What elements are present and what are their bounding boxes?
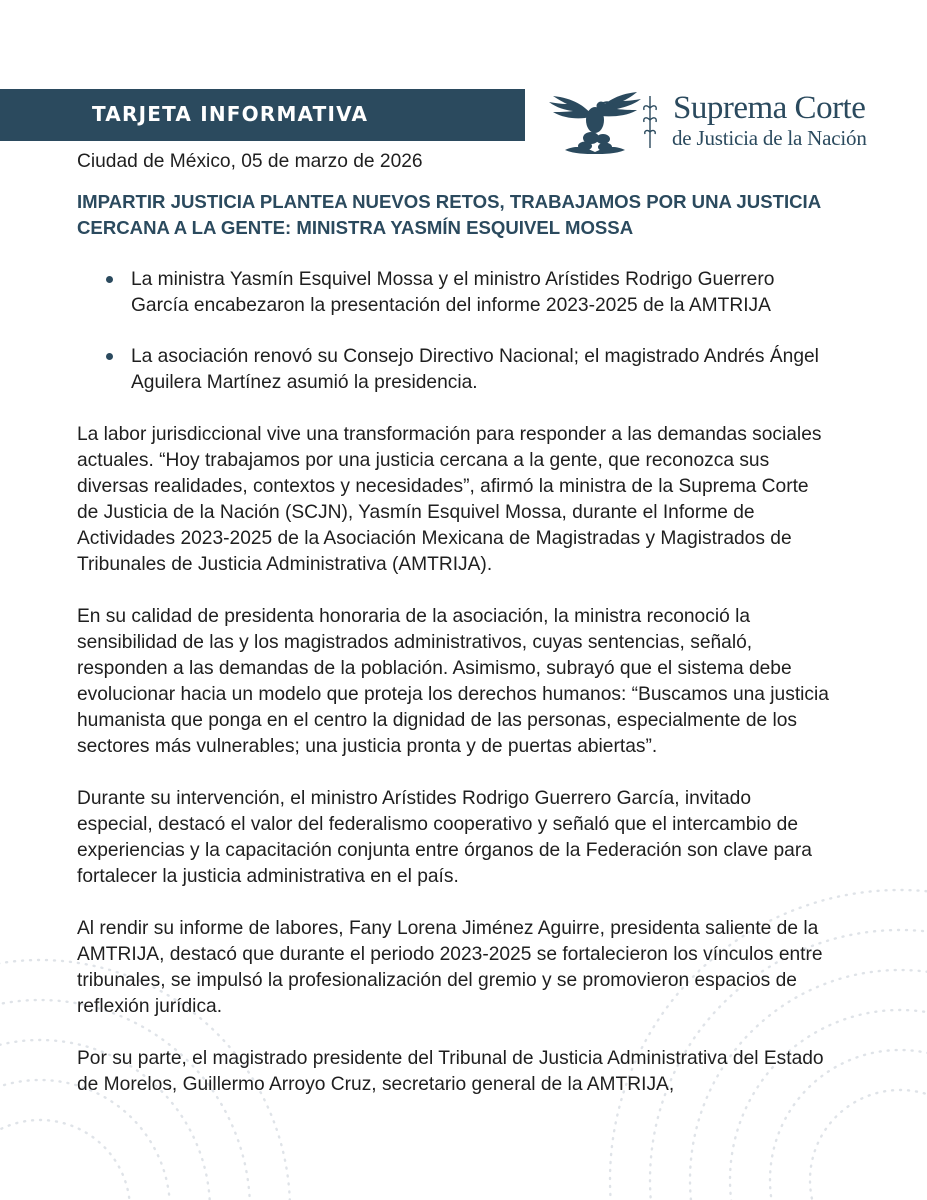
document-body xyxy=(77,149,832,1098)
eagle-emblem-icon xyxy=(545,88,645,154)
bullet-dot-icon xyxy=(106,353,113,360)
scales-ornament-icon xyxy=(640,94,660,150)
bullet-text: La asociación renovó su Consejo Directivo Nacional; el magistrado Andrés Ángel Aguilera Martínez asumió la presidencia. xyxy=(131,346,819,393)
logo-text-line2: de Justicia de la Nación xyxy=(672,126,867,150)
body-paragraph: Por su parte, el magistrado presidente del Tribunal de Justicia Administrativa del Estado de Morelos, Guillermo Arroyo Cruz, secretario general de la AMTRIJA, xyxy=(77,1048,824,1095)
scjn-logo xyxy=(545,88,865,154)
summary-bullets xyxy=(77,267,832,396)
headline: IMPARTIR JUSTICIA PLANTEA NUEVOS RETOS, TRABAJAMOS POR UNA JUSTICIA CERCANA A LA GENTE: MINISTRA YASMÍN ESQUIVEL MOSSA xyxy=(77,191,821,238)
bullet-item xyxy=(77,344,832,396)
bullet-item xyxy=(77,267,832,319)
header-banner xyxy=(0,89,525,141)
banner-title: TARJETA INFORMATIVA xyxy=(92,102,369,126)
logo-text-line1: Suprema Corte xyxy=(673,90,866,126)
dateline: Ciudad de México, 05 de marzo de 2026 xyxy=(77,151,423,172)
body-paragraph: La labor jurisdiccional vive una transformación para responder a las demandas sociales actuales. “Hoy trabajamos por una justicia cercana a la gente, que reconozca sus diversas realidades, contextos y necesidades”, afirmó la ministra de la Suprema Corte de Justicia de la Nación (SCJN), Yasmín Esquivel Mossa, durante el Informe de Actividades 2023-2025 de la Asociación Mexicana de Magistradas y Magistrados de Tribunales de Justicia Administrativa (AMTRIJA). xyxy=(77,424,822,575)
bullet-dot-icon xyxy=(106,276,113,283)
body-paragraph: Durante su intervención, el ministro Arístides Rodrigo Guerrero García, invitado especial, destacó el valor del federalismo cooperativo y señaló que el intercambio de experiencias y la capacitación conjunta entre órganos de la Federación son clave para fortalecer la justicia administrativa en el país. xyxy=(77,788,812,887)
bullet-text: La ministra Yasmín Esquivel Mossa y el ministro Arístides Rodrigo Guerrero García encabezaron la presentación del informe 2023-2025 de la AMTRIJA xyxy=(131,269,775,316)
body-paragraph: En su calidad de presidenta honoraria de la asociación, la ministra reconoció la sensibilidad de las y los magistrados administrativos, cuyas sentencias, señaló, responden a las demandas de la población. Asimismo, subrayó que el sistema debe evolucionar hacia un modelo que proteja los derechos humanos: “Buscamos una justicia humanista que ponga en el centro la dignidad de las personas, especialmente de los sectores más vulnerables; una justicia pronta y de puertas abiertas”. xyxy=(77,606,829,757)
body-paragraph: Al rendir su informe de labores, Fany Lorena Jiménez Aguirre, presidenta saliente de la AMTRIJA, destacó que durante el periodo 2023-2025 se fortalecieron los vínculos entre tribunales, se impulsó la profesionalización del gremio y se promovieron espacios de reflexión jurídica. xyxy=(77,918,823,1017)
